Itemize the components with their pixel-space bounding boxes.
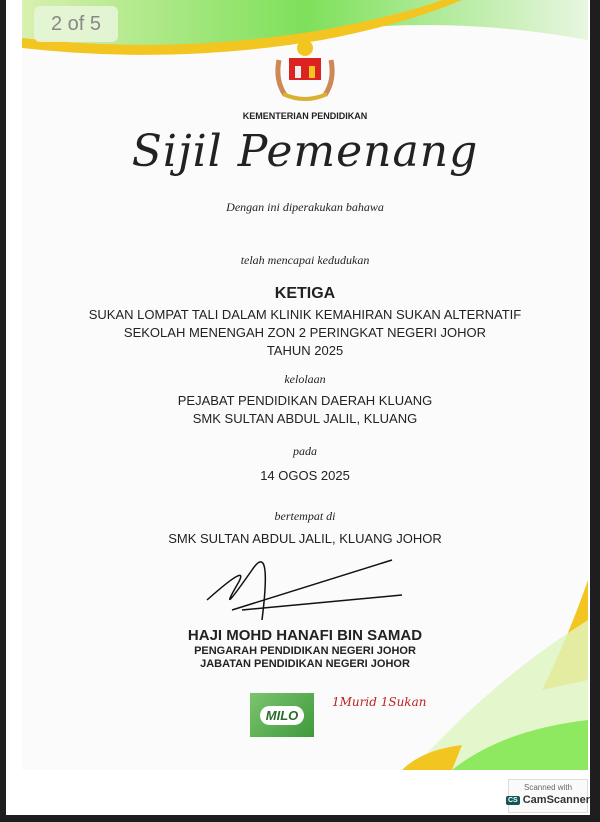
signature bbox=[207, 560, 402, 620]
signatory-title-line: PENGARAH PENDIDIKAN NEGERI JOHOR bbox=[194, 645, 416, 657]
page-counter: 2 of 5 bbox=[34, 6, 118, 42]
camscanner-icon: CS bbox=[508, 796, 518, 804]
event-line: SEKOLAH MENENGAH ZON 2 PERINGKAT NEGERI JOHOR bbox=[123, 325, 487, 340]
venue-text: SMK SULTAN ABDUL JALIL, KLUANG JOHOR bbox=[168, 531, 442, 546]
signatory-name: HAJI MOHD HANAFI BIN SAMAD bbox=[187, 627, 423, 644]
coat-of-arms-icon bbox=[278, 40, 332, 99]
signatory-title-line: JABATAN PENDIDIKAN NEGERI JOHOR bbox=[200, 658, 410, 670]
ministry-name: KEMENTERIAN PENDIDIKAN bbox=[242, 111, 368, 121]
event-line: SUKAN LOMPAT TALI DALAM KLINIK KEMAHIRAN SUKAN ALTERNATIF bbox=[88, 307, 522, 322]
watermark-brand: CamScanner bbox=[522, 794, 590, 806]
event-line: TAHUN 2025 bbox=[266, 343, 344, 358]
achieved-text: telah mencapai kedudukan bbox=[240, 253, 370, 267]
camscanner-watermark bbox=[508, 779, 588, 813]
organizers-block bbox=[22, 392, 588, 428]
watermark-line: Scanned with bbox=[523, 783, 573, 792]
intro-text: Dengan ini diperakukan bahawa bbox=[226, 200, 384, 214]
certificate-title: Sijil Pemenang bbox=[131, 126, 479, 177]
organizer: SMK SULTAN ABDUL JALIL, KLUANG bbox=[192, 411, 418, 426]
date-label: pada bbox=[293, 444, 317, 458]
position-text: KETIGA bbox=[274, 285, 336, 302]
document-page bbox=[6, 0, 590, 815]
milo-logo: MILO bbox=[250, 693, 314, 737]
date-text: 14 OGOS 2025 bbox=[260, 468, 350, 483]
event-block bbox=[22, 306, 588, 360]
signatory-title bbox=[22, 645, 588, 671]
organized-label: kelolaan bbox=[284, 372, 326, 386]
venue-label: bertempat di bbox=[274, 509, 336, 523]
organizer: PEJABAT PENDIDIKAN DAERAH KLUANG bbox=[177, 393, 433, 408]
certificate-scan bbox=[22, 0, 588, 770]
1murid-1sukan-logo: 1Murid 1Sukan bbox=[332, 695, 427, 709]
